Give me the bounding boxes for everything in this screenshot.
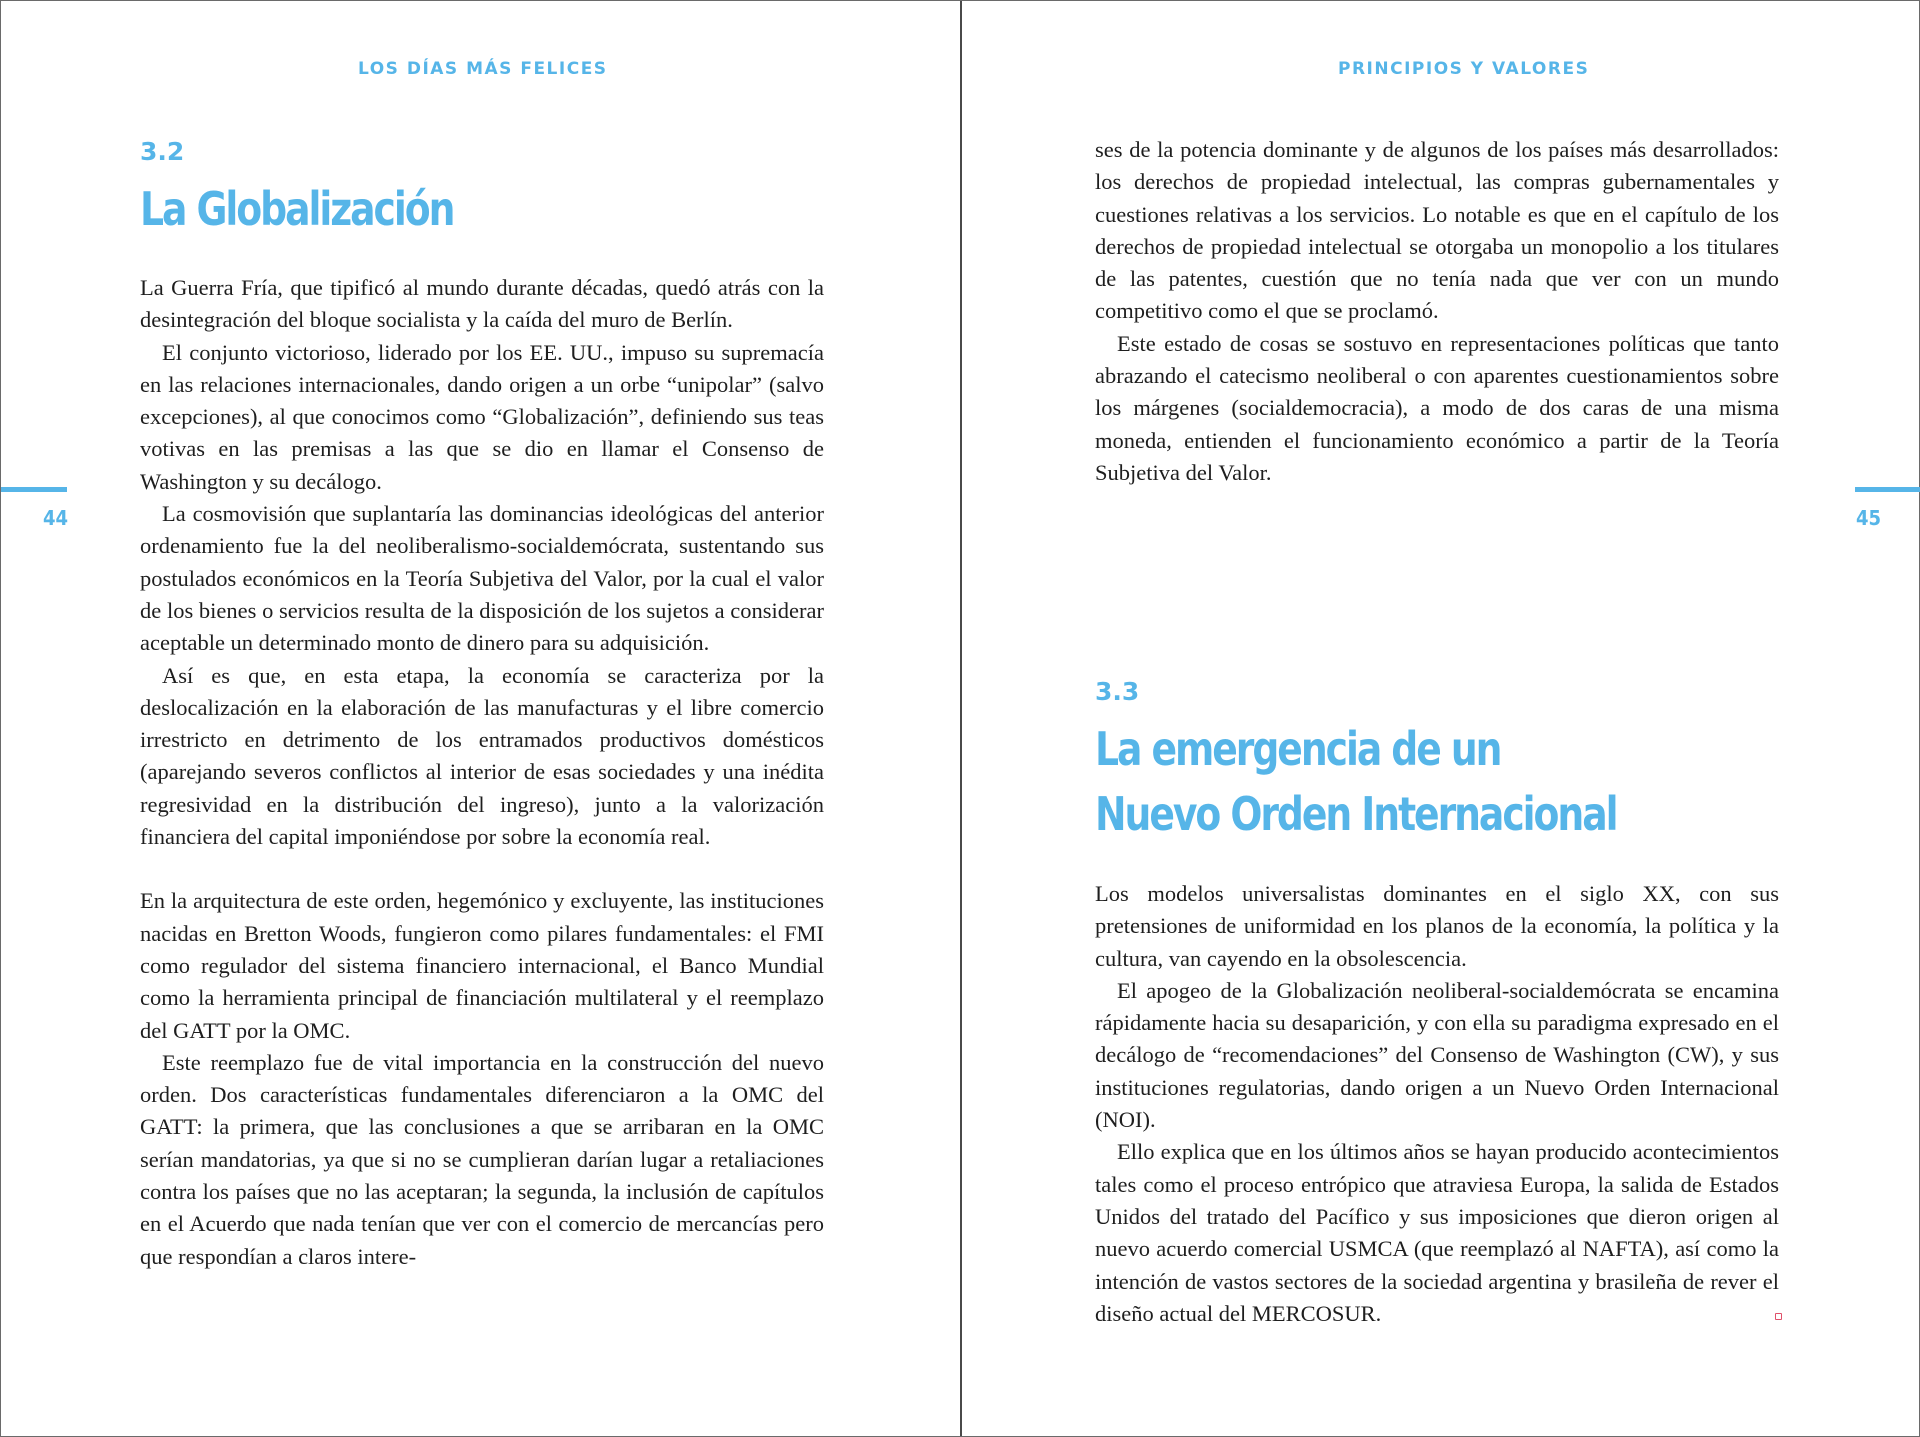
folio-rule-right: [1855, 487, 1920, 492]
paragraph: El apogeo de la Globalización neoliberal-socialdemócrata se encamina rápidamente hacia su desaparición, y con ella su paradigma expresado en el decálogo de “recomendaciones” del Consenso de Washington (CW), y sus instituciones regulatorias, dando origen a un Nuevo Orden Internacional (NOI).: [1095, 977, 1779, 1133]
end-of-chapter-mark: [1775, 1313, 1782, 1320]
section-title-globalizacion: La Globalización: [140, 182, 454, 236]
left-page: [1, 1, 960, 1436]
section-title-line: La emergencia de un: [1095, 722, 1501, 776]
paragraph: ses de la potencia dominante y de algunos de los países más desarrollados: los derechos de propiedad intelectual, las compras gubernamentales y cuestiones relativas a los servicios. Lo notable es que en el capítulo de los derechos de propiedad intelectual se otorgaba un monopolio a los titulares de las patentes, cuestión que no tenía nada que ver con un mundo competitivo como el que se proclamó.: [1095, 137, 1779, 324]
running-head-left: LOS DÍAS MÁS FELICES: [358, 59, 608, 79]
page-number-right: 45: [1855, 506, 1881, 530]
page-number-left: 44: [43, 506, 69, 530]
paragraph: Este reemplazo fue de vital importancia en la construcción del nuevo orden. Dos características fundamentales diferenciaron a la OMC del GATT: la primera, que las conclusiones a que se arribaran en la OMC serían mandatorias, ya que si no se cumplieran darían lugar a retaliaciones contra los países que no las aceptaran; la segunda, la inclusión de capítulos en el Acuerdo que nada tenían que ver con el comercio de mercancías pero que respondían a claros intere-: [140, 1049, 824, 1269]
paragraph: La cosmovisión que suplantaría las dominancias ideológicas del anterior ordenamiento fue la del neoliberalismo-socialdemócrata, sustentando sus postulados económicos en la Teoría Subjetiva del Valor, por la cual el valor de los bienes o servicios resulta de la disposición de los sujetos a considerar aceptable un determinado monto de dinero para su adquisición.: [140, 501, 824, 656]
folio-rule-left: [1, 487, 67, 492]
paragraph: Así es que, en esta etapa, la economía se caracteriza por la deslocalización en la elaboración de las manufacturas y el libre comercio irrestricto en detrimento de los entramados productivos domésticos (aparejando severos conflictos al interior de esas sociedades y una inédita regresividad en la distribución del ingreso), junto a la valorización financiera del capital imponiéndose por sobre la economía real.: [140, 662, 824, 850]
paragraph: Este estado de cosas se sostuvo en representaciones políticas que tanto abrazando el catecismo neoliberal o con aparentes cuestionamientos sobre los márgenes (socialdemocracia), a modo de dos caras de una misma moneda, entienden el funcionamiento económico a partir de la Teoría Subjetiva del Valor.: [1095, 330, 1779, 485]
section-number-3-3: 3.3: [1095, 677, 1140, 706]
running-head-right: PRINCIPIOS Y VALORES: [1338, 59, 1590, 79]
section-title-emergencia: [1095, 717, 1616, 847]
paragraph: En la arquitectura de este orden, hegemónico y excluyente, las instituciones nacidas en Bretton Woods, fungieron como pilares fundamentales: el FMI como regulador del sistema financiero internacional, el Banco Mundial como la herramienta principal de financiación multilateral y el reemplazo del GATT por la OMC.: [140, 888, 824, 1043]
left-body-text: [140, 272, 824, 1273]
section-number-3-2: 3.2: [140, 137, 185, 166]
paragraph: Los modelos universalistas dominantes en el siglo XX, con sus pretensiones de uniformidad en los planos de la economía, la política y la cultura, van cayendo en la obsolescencia.: [1095, 881, 1779, 971]
section-title-line: Nuevo Orden Internacional: [1095, 787, 1617, 841]
right-body-text-continued: [1095, 134, 1779, 489]
paragraph: Ello explica que en los últimos años se hayan producido acontecimientos tales como el proceso entrópico que atraviesa Europa, la salida de Estados Unidos del tratado del Pacífico y sus imposiciones que dieron origen al nuevo acuerdo comercial USMCA (que reemplazó al NAFTA), así como la intención de vastos sectores de la sociedad argentina y brasileña de rever el diseño actual del MERCOSUR.: [1095, 1139, 1779, 1326]
paragraph: La Guerra Fría, que tipificó al mundo durante décadas, quedó atrás con la desintegración del bloque socialista y la caída del muro de Berlín.: [140, 275, 824, 333]
paragraph: El conjunto victorioso, liderado por los EE. UU., impuso su supremacía en las relaciones internacionales, dando origen a un orbe “unipolar” (salvo excepciones), al que conocimos como “Globalización”, definiendo sus teas votivas en las premisas a las que se dio en llamar el Consenso de Washington y su decálogo.: [140, 339, 824, 494]
right-body-text: [1095, 878, 1779, 1330]
right-page: [962, 1, 1920, 1436]
